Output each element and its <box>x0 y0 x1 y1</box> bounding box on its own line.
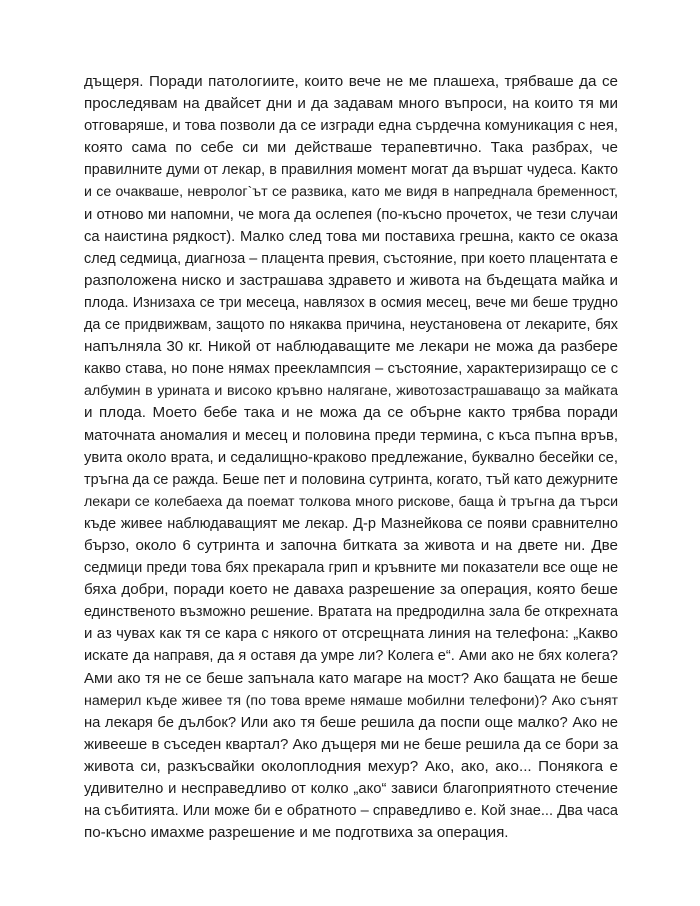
text-line: какво става, но поне нямах прееклампсия – състояние, характеризиращо се с <box>84 361 618 378</box>
text-line: тръгна да се ражда. Беше пет и половина сутринта, когато, тъй като дежурните <box>84 471 618 488</box>
text-line: бяха добри, поради което не даваха разрешение за операция, която беше <box>84 581 618 599</box>
text-line: и аз чувах как тя се кара с някого от отсрещната линия на телефона: „Какво <box>84 625 618 643</box>
text-line: единственото възможно решение. Вратата на предродилна зала бе открехната <box>84 604 618 621</box>
text-line: на събитията. Или може би е обратното – справедливо е. Кой знае... Два часа <box>84 803 618 820</box>
text-line: албумин в урината и високо кръвно налягане, животозастрашаващо за майката <box>84 383 618 400</box>
text-line: да се придвижвам, защото по някаква причина, неустановена от лекарите, бях <box>84 317 618 334</box>
text-line: увита около врата, и седалищно-краково предлежание, буквално бесейки се, <box>84 449 618 466</box>
text-line: и отново ми напомни, че мога да ослепея (по-късно прочетох, че тези случаи <box>84 206 618 223</box>
text-line: живееше в съседен квартал? Ако дъщеря ми не беше решила да се бори за <box>84 735 619 753</box>
text-line: напълняла 30 кг. Никой от наблюдаващите ме лекари не можа да разбере <box>84 338 618 356</box>
text-line: и плода. Моето бебе така и не можа да се обърне както трябва поради <box>84 404 618 422</box>
text-line: разположена ниско и застрашава здравето и живота на бъдещата майка и <box>84 271 618 289</box>
text-line: и се очакваше, невролог`ът се развика, като ме видя в напреднала бременност, <box>84 184 618 201</box>
text-line: по-късно имахме разрешение и ме подготвиха за операция. <box>84 824 509 842</box>
text-line: която сама по себе си ми действаше терапевтично. Така разбрах, че <box>84 139 618 157</box>
text-line: проследявам на двайсет дни и да задавам много въпроси, на които тя ми <box>84 95 618 113</box>
body-paragraph <box>84 71 618 844</box>
text-line: Ами ако тя не се беше запънала като магаре на мост? Ако бащата не беше <box>84 669 618 687</box>
text-line: са наистина рядкост). Малко след това ми поставиха грешна, както се оказа <box>84 228 618 245</box>
text-line: плода. Изнизаха се три месеца, навлязох в осмия месец, вече ми беше трудно <box>84 294 618 311</box>
text-line: правилните думи от лекар, в правилния момент могат да вършат чудеса. Както <box>84 162 618 179</box>
text-line: маточната аномалия и месец и половина преди термина, с къса пъпна връв, <box>84 427 618 444</box>
text-line: удивително и несправедливо от колко „ако“ зависи благоприятното стечение <box>84 781 618 797</box>
text-line: живота си, разкъсвайки околоплодния мехур? Ако, ако, ако... Понякога е <box>84 757 618 775</box>
text-line: лекари се колебаеха да поемат толкова много рискове, баща ѝ тръгна да търси <box>84 493 618 510</box>
text-line: намерил къде живее тя (по това време нямаше мобилни телефони)? Ако сънят <box>84 692 618 709</box>
text-line: седмици преди това бях прекарала грип и кръвните ми показатели все още не <box>84 560 619 577</box>
text-line: бързо, около 6 сутринта и започна битката за живота и на двете ни. Две <box>84 536 618 554</box>
text-line: отговаряше, и това позволи да се изгради една сърдечна комуникация с нея, <box>84 118 618 135</box>
text-line: след седмица, диагноза – плацента превия, състояние, при което плацентата е <box>84 250 618 267</box>
text-line: искате да направя, да я оставя да умре ли? Колега е“. Ами ако не бях колега? <box>84 648 618 665</box>
text-line: къде живее наблюдаващият ме лекар. Д-р Мазнейкова се появи сравнително <box>84 515 618 532</box>
text-line: дъщеря. Поради патологиите, които вече не ме плашеха, трябваше да се <box>84 73 618 90</box>
text-line: на лекаря бе дълбок? Или ако тя беше решила да поспи още малко? Ако не <box>84 714 618 731</box>
